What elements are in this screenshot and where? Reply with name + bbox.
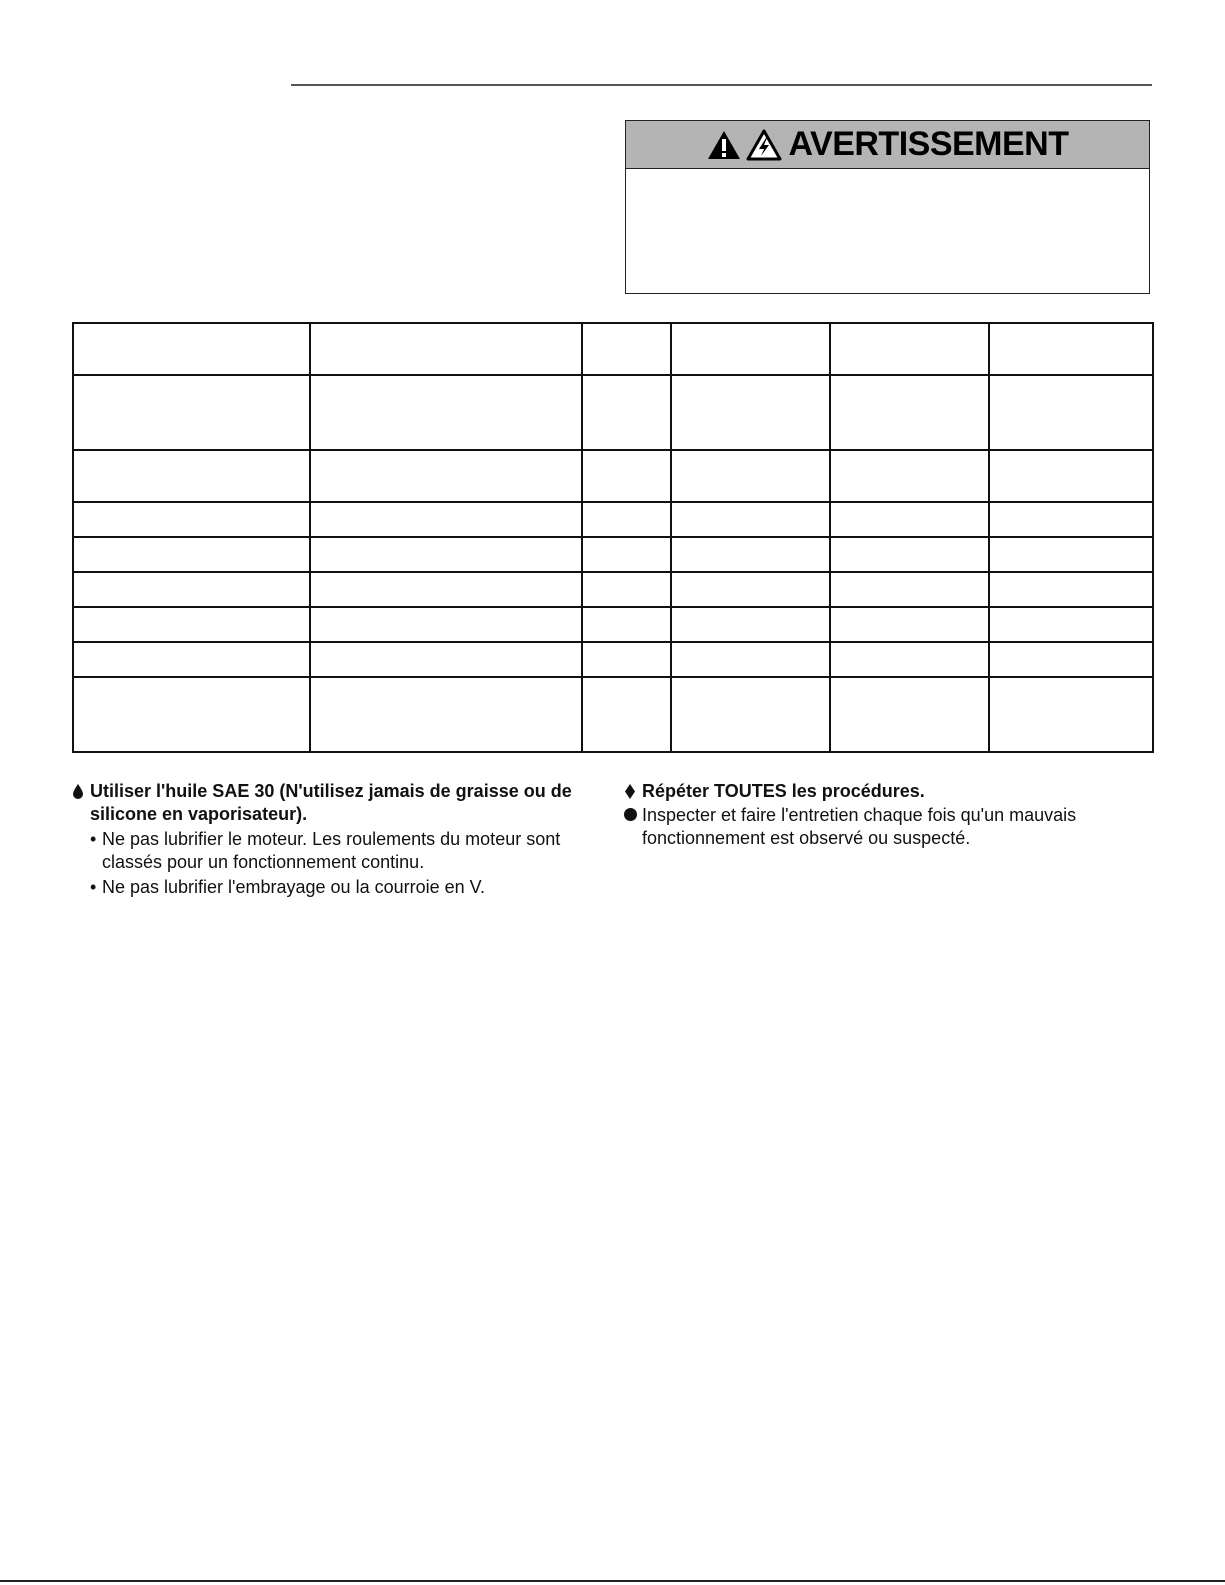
procedure-notes [624,780,1104,850]
table-cell [73,450,310,502]
table-cell [830,607,989,642]
warning-triangle-icon [706,129,742,161]
table-cell [671,607,830,642]
bullet-dot-icon: • [90,829,97,849]
oil-drop-icon [72,780,84,806]
table-cell [73,607,310,642]
list-item-text: Ne pas lubrifier le moteur. Les roulements du moteur sont classés pour un fonctionnement continu. [102,829,561,872]
lubrication-lead-text: Utiliser l'huile SAE 30 (N'utilisez jamais de graisse ou de silicone en vaporisateur). [90,781,572,824]
table-cell [73,323,310,375]
table-cell [671,450,830,502]
table-cell [989,323,1153,375]
electric-shock-icon [746,129,782,161]
table-cell [582,450,671,502]
table-cell [310,572,582,607]
table-cell [830,537,989,572]
table-cell [310,677,582,752]
bullet-dot-icon: • [90,877,97,897]
warning-body [626,169,1149,293]
table-row [73,375,1153,450]
table-cell [671,677,830,752]
table-cell [671,537,830,572]
top-rule [291,84,1152,86]
table-cell [582,607,671,642]
table-cell [582,375,671,450]
table-cell [989,642,1153,677]
lubrication-lead [72,780,572,826]
table-cell [73,642,310,677]
table-row [73,537,1153,572]
table-cell [671,642,830,677]
table-row [73,450,1153,502]
table-cell [582,642,671,677]
table-header-row [73,323,1153,375]
table-cell [671,502,830,537]
table-row [73,607,1153,642]
table-cell [830,450,989,502]
table-cell [73,572,310,607]
table-cell [310,607,582,642]
table-cell [671,375,830,450]
table-row [73,642,1153,677]
lubrication-notes [72,780,572,899]
table-cell [310,642,582,677]
table-cell [671,572,830,607]
table-cell [73,677,310,752]
table-cell [989,375,1153,450]
table-cell [989,607,1153,642]
table-cell [830,375,989,450]
bottom-rule [0,1580,1225,1582]
list-item-text: Inspecter et faire l'entretien chaque fois qu'un mauvais fonctionnement est observé ou suspecté. [642,805,1077,848]
table-cell [310,450,582,502]
table-cell [310,537,582,572]
diamond-icon [624,780,636,806]
list-item [72,828,572,874]
table-cell [989,450,1153,502]
table-cell [830,677,989,752]
maintenance-table [72,322,1154,753]
table-cell [989,572,1153,607]
list-item-text: Ne pas lubrifier l'embrayage ou la courroie en V. [102,877,485,897]
filled-circle-icon [624,808,637,821]
procedure-lead [624,780,1104,803]
table-cell [582,502,671,537]
list-item [624,804,1104,850]
table-cell [830,502,989,537]
table-cell [989,677,1153,752]
table-cell [582,572,671,607]
procedure-lead-text: Répéter TOUTES les procédures. [642,781,925,801]
table-cell [989,502,1153,537]
table-cell [830,642,989,677]
table-cell [671,323,830,375]
table-row [73,677,1153,752]
list-item [72,876,572,899]
table-row [73,572,1153,607]
table-cell [310,323,582,375]
table-cell [310,502,582,537]
table-cell [989,537,1153,572]
warning-header [626,121,1149,169]
table-cell [830,572,989,607]
table-row [73,502,1153,537]
table-cell [73,502,310,537]
warning-box [625,120,1150,294]
table-cell [73,375,310,450]
table-cell [582,677,671,752]
table-cell [310,375,582,450]
table-cell [582,323,671,375]
table-cell [73,537,310,572]
table-cell [830,323,989,375]
table-cell [582,537,671,572]
warning-title: AVERTISSEMENT [788,125,1069,163]
